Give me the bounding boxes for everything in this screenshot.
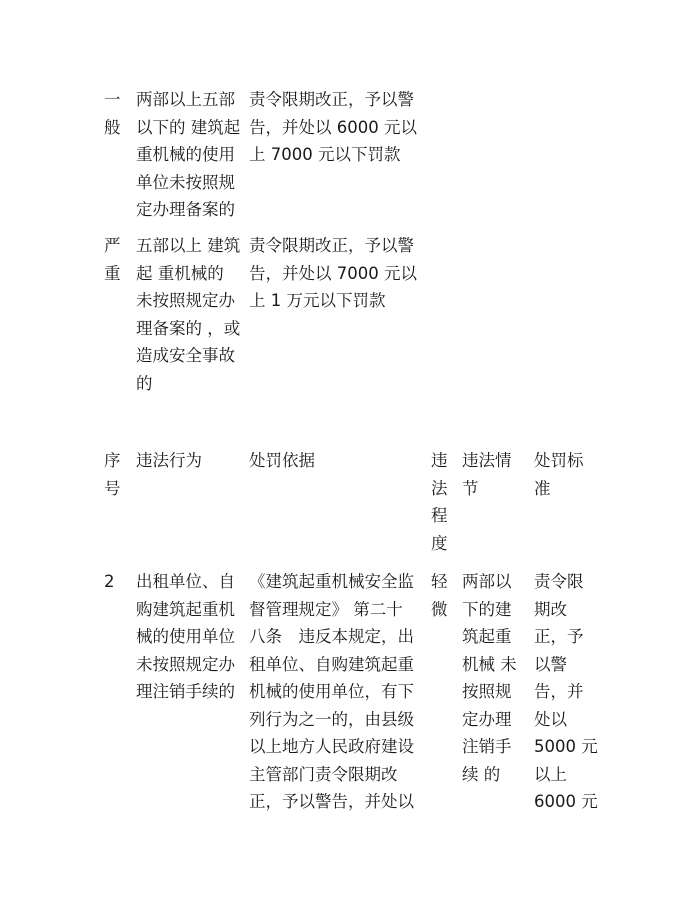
row2-violation: 出租单位、自 购建筑起重机 械的使用单位 未按照规定办 理注销手续的: [136, 572, 235, 701]
row2-basis: 《建筑起重机械安全监 督管理规定》 第二十 八条 违反本规定，出 租单位、自购建筑起重 机械的使用单位，有下 列行为之一的，由县级 以上地方人民政府建设 主管部门责令限期改 正，予以警告，并处以: [249, 572, 414, 811]
row2-standard: 责令限 期改 正，予 以警 告，并 处以 5000 元 以上 6000 元: [534, 572, 598, 811]
header-situation: 违法情 节: [462, 451, 512, 498]
standard-serious: 责令限期改正，予以警 告，并处以 7000 元以 上 1 万元以下罚款: [249, 236, 417, 310]
row2-situation: 两部以 下的建 筑起重 机械 未 按照规 定办理 注销手 续 的: [462, 572, 517, 784]
standard-general: 责令限期改正，予以警 告，并处以 6000 元以 上 7000 元以下罚款: [249, 90, 417, 164]
row2-degree: 轻 微: [431, 572, 448, 619]
header-violation: 违法行为: [136, 451, 202, 470]
degree-serious: 严 重: [104, 236, 121, 283]
degree-general: 一 般: [104, 90, 121, 137]
situation-serious: 五部以上 建筑 起 重机械的 未按照规定办 理备案的 ，或 造成安全事故 的: [136, 236, 241, 393]
situation-general: 两部以上五部 以下的 建筑起 重机械的使用 单位未按照规 定办理备案的: [136, 90, 241, 219]
row2-seq: 2: [104, 572, 115, 591]
header-basis: 处罚依据: [249, 451, 315, 470]
header-standard: 处罚标 准: [534, 451, 584, 498]
header-degree: 违 法 程 度: [431, 451, 448, 553]
header-seq: 序 号: [104, 451, 121, 498]
